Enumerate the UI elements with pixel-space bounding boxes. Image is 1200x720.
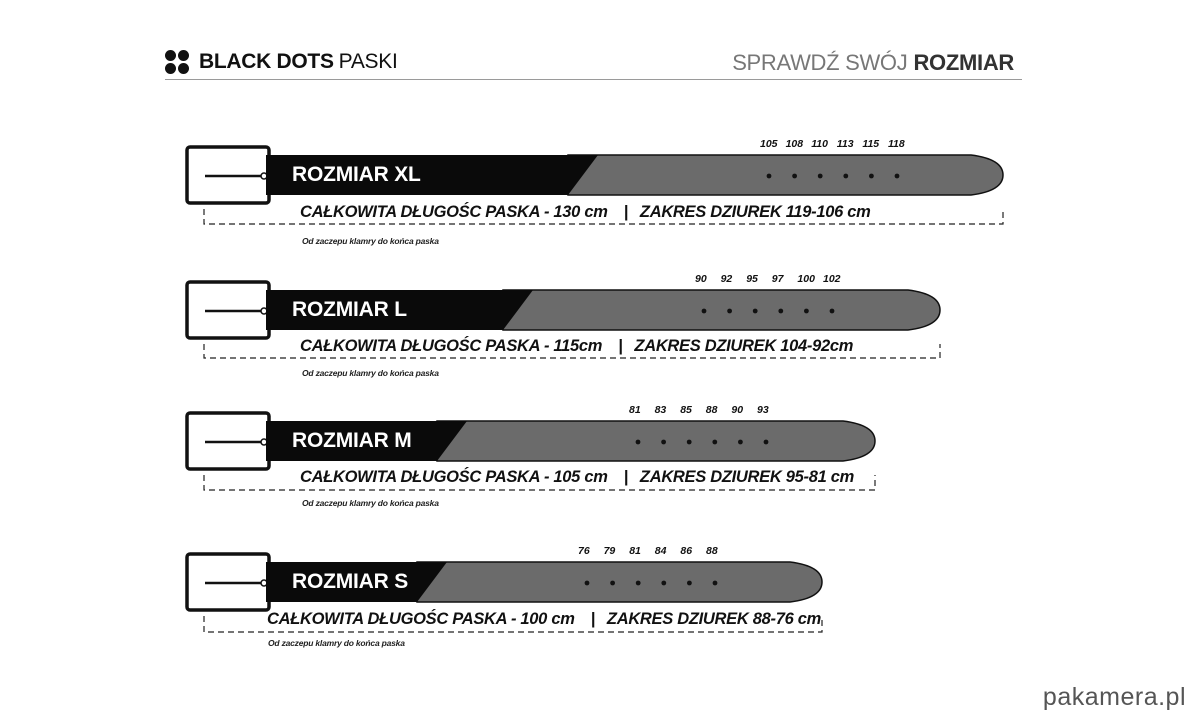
separator: |	[623, 203, 628, 221]
hole-size-number: 97	[771, 273, 784, 285]
belt-strap-grey	[503, 290, 940, 330]
hole-size-number: 110	[811, 138, 828, 150]
hole-size-number: 102	[823, 273, 841, 285]
belt-hole	[687, 440, 692, 445]
belt-loop	[266, 421, 274, 461]
belt-hole	[843, 174, 848, 179]
belt-loop	[266, 155, 274, 195]
belt-strap-grey	[417, 562, 822, 602]
hole-size-number: 79	[603, 545, 616, 557]
belt-hole	[702, 309, 707, 314]
belt-hole	[636, 440, 641, 445]
belt-hole	[792, 174, 797, 179]
hole-range-text: ZAKRES DZIUREK 119-106 cm	[639, 203, 871, 221]
belt-loop	[266, 562, 274, 602]
total-length-text: CAŁKOWITA DŁUGOŚC PASKA - 100 cm	[267, 610, 575, 628]
measurement-note: Od zaczepu klamry do końca paska	[268, 638, 405, 648]
belt-length-description	[300, 468, 854, 487]
tagline-bold: ROZMIAR	[913, 50, 1014, 75]
hole-size-number: 100	[797, 273, 815, 285]
belt-hole	[869, 174, 874, 179]
hole-size-number: 85	[680, 404, 692, 416]
belt-size-label: ROZMIAR XL	[292, 163, 421, 186]
belt-hole	[687, 581, 692, 586]
belt-length-description	[267, 610, 821, 629]
hole-range-text: ZAKRES DZIUREK 88-76 cm	[606, 610, 821, 628]
belt-hole	[764, 440, 769, 445]
belt-strap-grey	[437, 421, 875, 461]
hole-size-number: 113	[836, 138, 854, 150]
hole-size-number: 81	[629, 404, 641, 416]
belt-size-label: ROZMIAR L	[292, 298, 407, 321]
hole-size-number: 88	[705, 404, 718, 416]
belt-hole	[778, 309, 783, 314]
separator: |	[618, 337, 623, 355]
hole-size-number: 76	[578, 545, 590, 557]
total-length-text: CAŁKOWITA DŁUGOŚC PASKA - 105 cm	[300, 468, 608, 486]
belt-hole	[767, 174, 772, 179]
hole-size-number: 86	[680, 545, 693, 557]
hole-size-number: 90	[731, 404, 744, 416]
hole-size-number: 90	[695, 273, 707, 285]
total-length-text: CAŁKOWITA DŁUGOŚC PASKA - 115cm	[300, 337, 603, 355]
separator: |	[623, 468, 628, 486]
belt-hole	[830, 309, 835, 314]
hole-size-number: 88	[706, 545, 718, 557]
belt-strap-grey	[568, 155, 1003, 195]
belt-length-description	[300, 203, 871, 222]
belt-loop	[266, 290, 274, 330]
belt-hole	[713, 581, 718, 586]
hole-size-number: 81	[629, 545, 641, 557]
hole-size-number: 105	[760, 138, 778, 150]
separator: |	[590, 610, 595, 628]
belt-hole	[804, 309, 809, 314]
hole-range-text: ZAKRES DZIUREK 104-92cm	[634, 337, 854, 355]
brand-name-bold: BLACK DOTS	[199, 50, 334, 73]
belt-hole	[818, 174, 823, 179]
belt-length-description	[300, 337, 853, 356]
hole-size-number: 84	[654, 545, 667, 557]
brand-name-light: PASKI	[338, 50, 398, 73]
measurement-note: Od zaczepu klamry do końca paska	[302, 236, 439, 246]
belt-hole	[712, 440, 717, 445]
hole-size-number: 118	[888, 138, 905, 150]
belt-size-label: ROZMIAR M	[292, 429, 412, 452]
belt-hole	[585, 581, 590, 586]
tagline-light: SPRAWDŹ SWÓJ	[732, 50, 908, 75]
belt-hole	[753, 309, 758, 314]
belt-hole	[636, 581, 641, 586]
hole-size-number: 83	[654, 404, 667, 416]
hole-size-number: 93	[757, 404, 769, 416]
measurement-note: Od zaczepu klamry do końca paska	[302, 368, 439, 378]
measurement-note: Od zaczepu klamry do końca paska	[302, 498, 439, 508]
hole-range-text: ZAKRES DZIUREK 95-81 cm	[639, 468, 854, 486]
belt-hole	[661, 581, 666, 586]
hole-size-number: 95	[746, 273, 758, 285]
total-length-text: CAŁKOWITA DŁUGOŚC PASKA - 130 cm	[300, 203, 608, 221]
belt-size-label: ROZMIAR S	[292, 570, 409, 593]
hole-size-number: 108	[785, 138, 804, 150]
hole-size-number: 92	[720, 273, 733, 285]
watermark: pakamera.pl	[1042, 683, 1186, 711]
belt-hole	[610, 581, 615, 586]
belt-hole	[661, 440, 666, 445]
belt-hole	[727, 309, 732, 314]
belt-hole	[738, 440, 743, 445]
belt-hole	[895, 174, 900, 179]
hole-size-number: 115	[862, 138, 880, 150]
